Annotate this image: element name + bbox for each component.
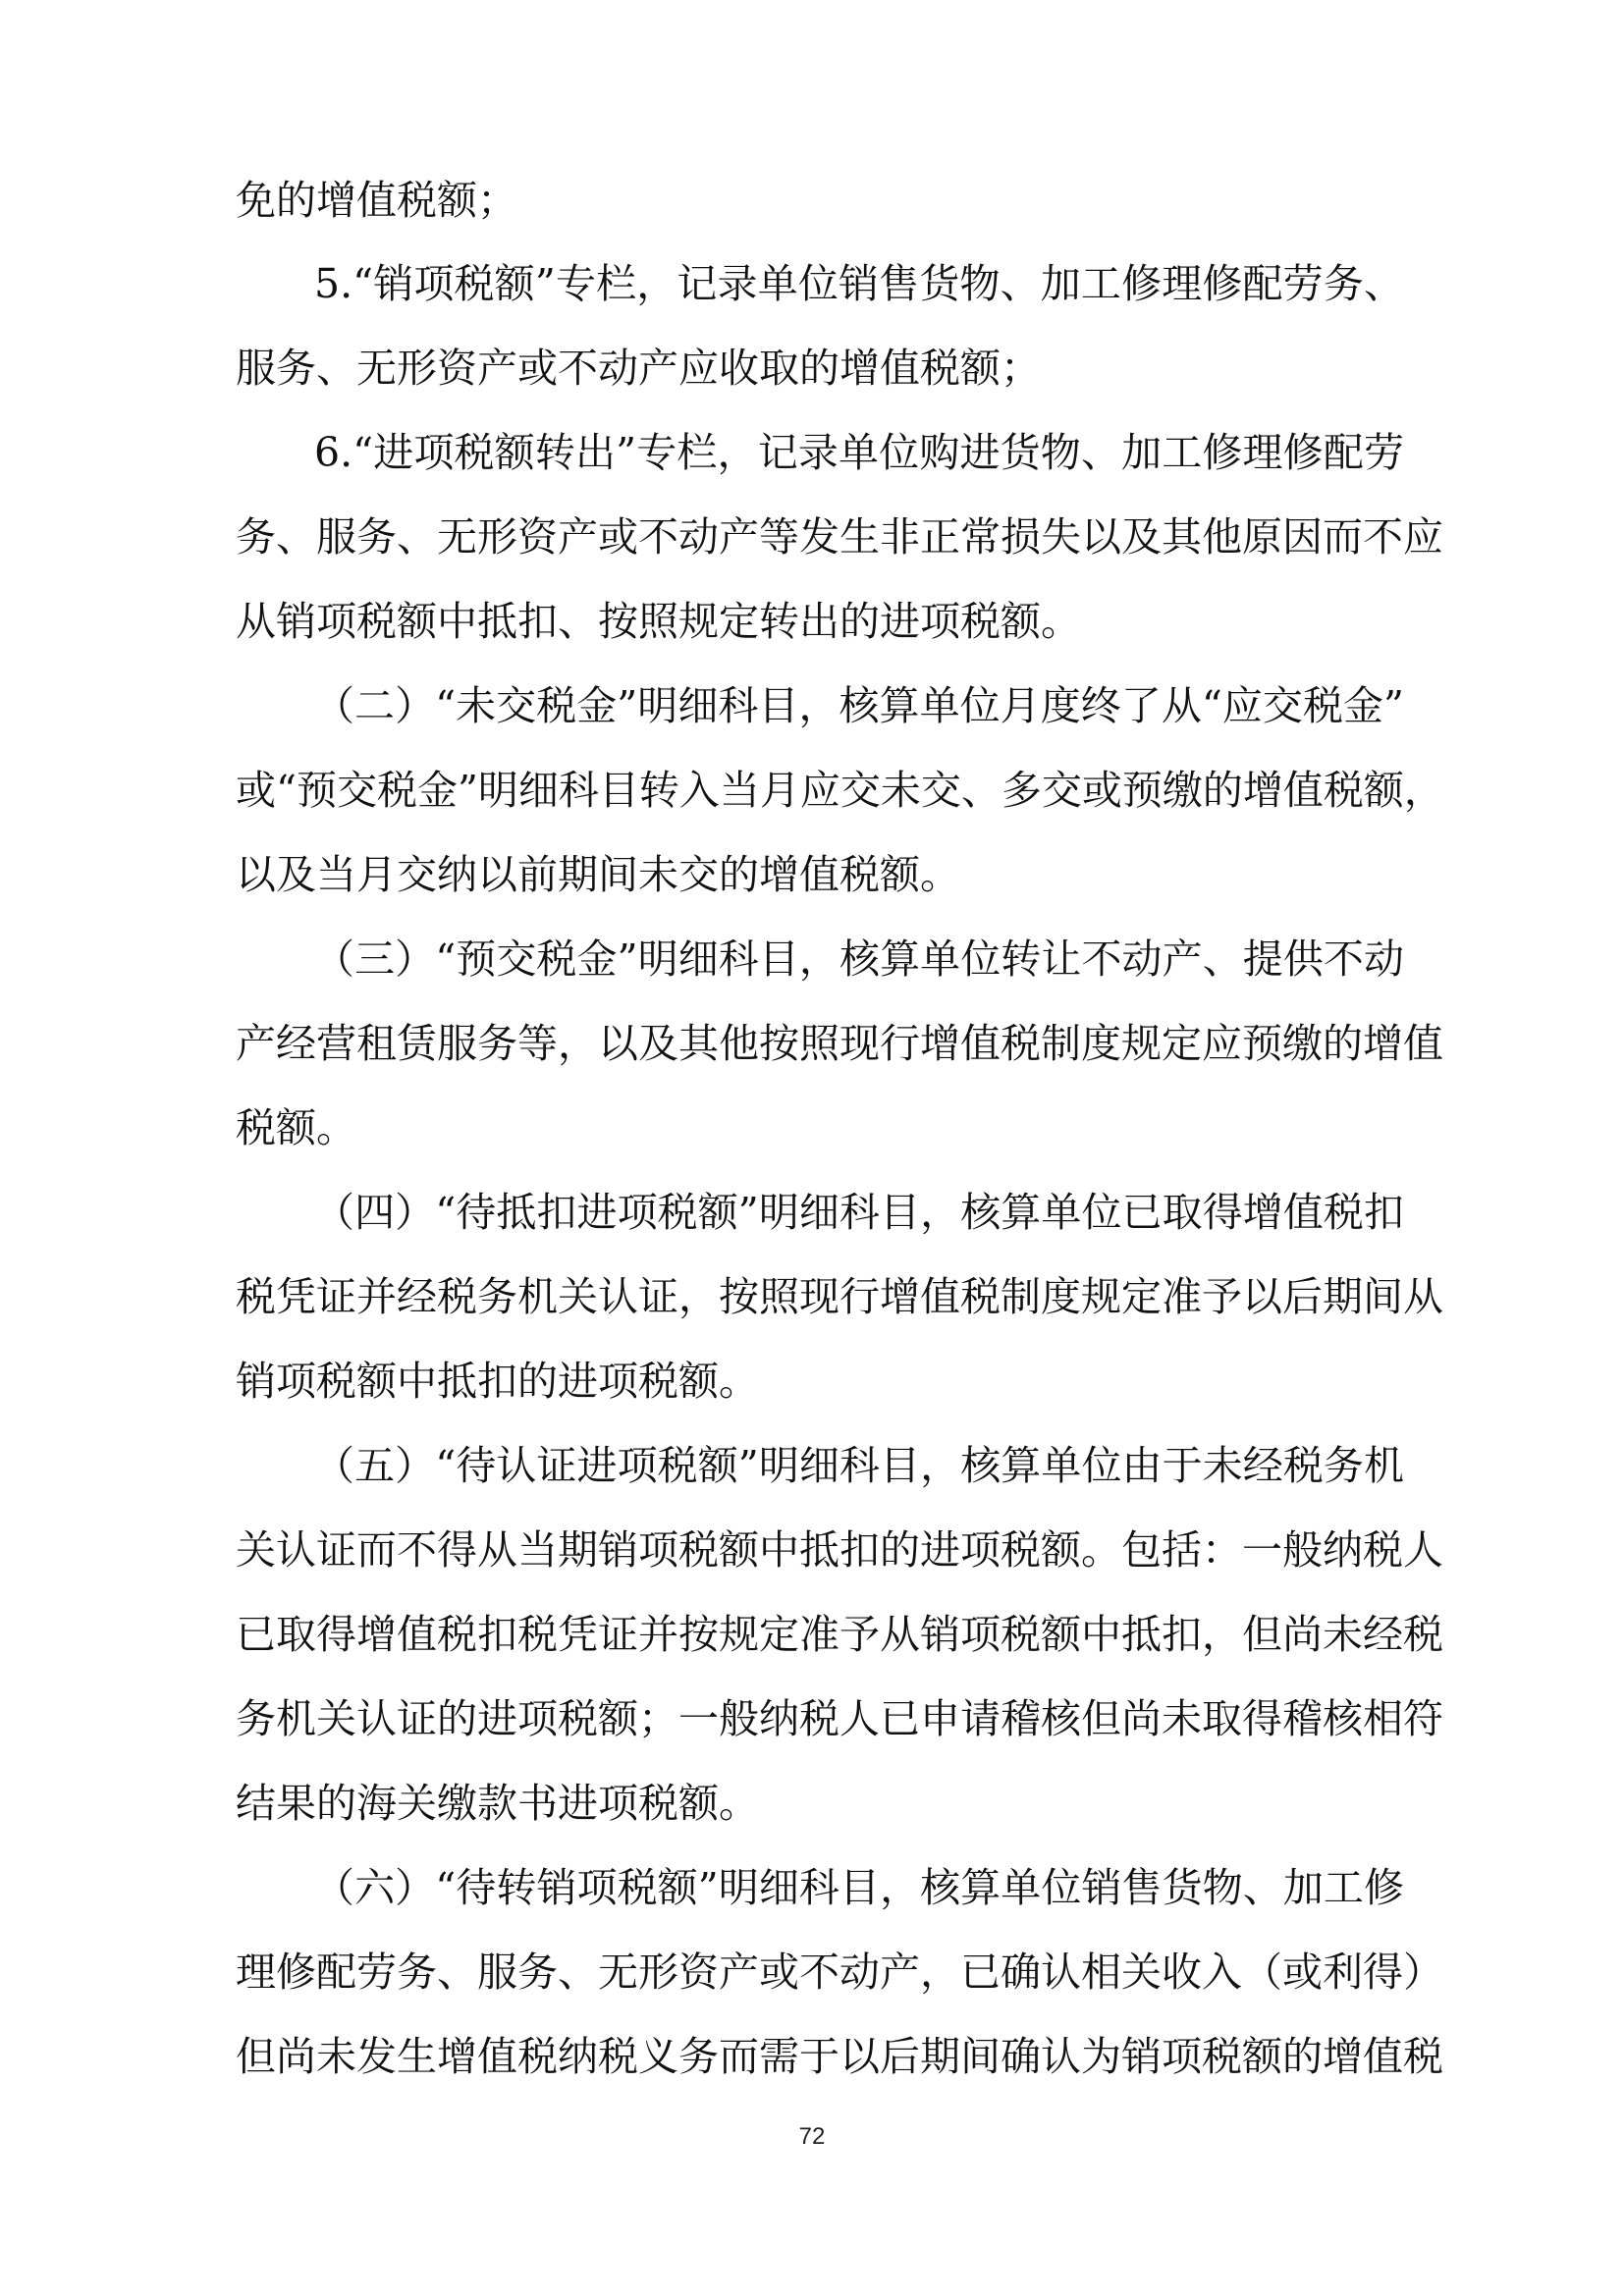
text-line: 税额。 (236, 1104, 356, 1151)
text-line: 或“预交税金”明细科目转入当月应交未交、多交或预缴的增值税额， (236, 767, 1444, 814)
text-line: （二）“未交税金”明细科目，核算单位月度终了从“应交税金” (314, 682, 1404, 729)
text-line: 理修配劳务、服务、无形资产或不动产，已确认相关收入（或利得） (236, 1949, 1443, 1996)
text-line: 免的增值税额； (236, 177, 517, 224)
text-line: 结果的海关缴款书进项税额。 (236, 1780, 759, 1827)
text-line: （四）“待抵扣进项税额”明细科目，核算单位已取得增值税扣 (314, 1189, 1404, 1236)
page-number: 72 (798, 2123, 826, 2150)
text-line: 从销项税额中抵扣、按照规定转出的进项税额。 (236, 598, 1081, 645)
text-line: 但尚未发生增值税纳税义务而需于以后期间确认为销项税额的增值税 (236, 2033, 1443, 2080)
text-line: 税凭证并经税务机关认证，按照现行增值税制度规定准予以后期间从 (236, 1273, 1443, 1320)
text-line: 销项税额中抵扣的进项税额。 (236, 1358, 759, 1405)
text-line: 以及当月交纳以前期间未交的增值税额。 (236, 851, 960, 898)
text-line: 务、服务、无形资产或不动产等发生非正常损失以及其他原因而不应 (236, 513, 1443, 561)
text-line: 6.“进项税额转出”专栏，记录单位购进货物、加工修理修配劳 (314, 429, 1404, 476)
text-line: 产经营租赁服务等，以及其他按照现行增值税制度规定应预缴的增值 (236, 1020, 1443, 1067)
text-line: （五）“待认证进项税额”明细科目，核算单位由于未经税务机 (314, 1442, 1404, 1489)
text-line: （六）“待转销项税额”明细科目，核算单位销售货物、加工修 (314, 1864, 1404, 1911)
text-line: 关认证而不得从当期销项税额中抵扣的进项税额。包括：一般纳税人 (236, 1526, 1443, 1574)
text-line: （三）“预交税金”明细科目，核算单位转让不动产、提供不动 (314, 935, 1404, 983)
text-line: 务机关认证的进项税额；一般纳税人已申请稽核但尚未取得稽核相符 (236, 1695, 1443, 1742)
text-line: 5.“销项税额”专栏，记录单位销售货物、加工修理修配劳务、 (314, 260, 1404, 307)
text-line: 已取得增值税扣税凭证并按规定准予从销项税额中抵扣，但尚未经税 (236, 1611, 1443, 1658)
text-line: 服务、无形资产或不动产应收取的增值税额； (236, 345, 1041, 392)
